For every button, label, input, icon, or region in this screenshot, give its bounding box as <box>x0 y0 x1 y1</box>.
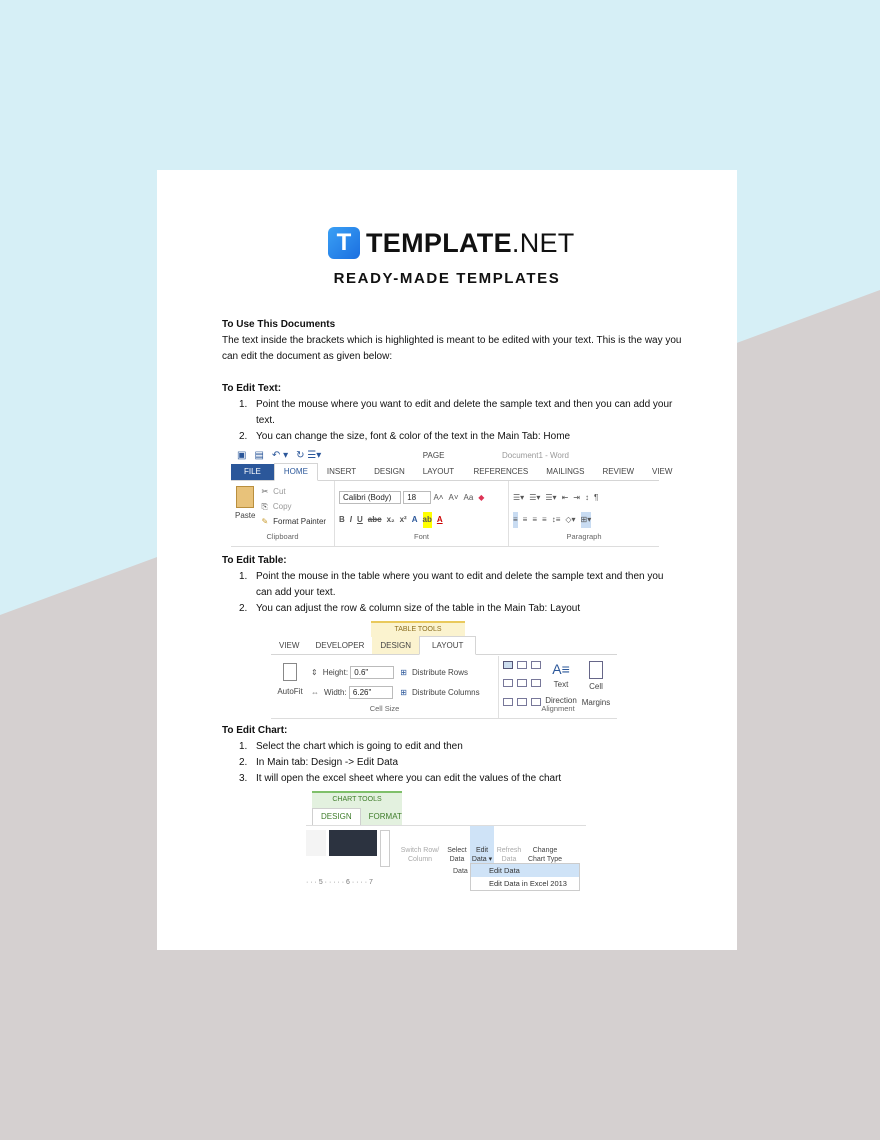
menu-item-edit-data-excel[interactable]: Edit Data in Excel 2013 <box>489 879 567 888</box>
list-item: 2. You can change the size, font & color of the text in the Main Tab: Home <box>239 431 571 442</box>
tagline: READY-MADE TEMPLATES <box>333 270 561 287</box>
tab-developer[interactable]: DEVELOPER <box>315 641 365 650</box>
tab-page-layout[interactable]: PAGE LAYOUT <box>422 451 455 476</box>
tab-design[interactable]: DESIGN <box>374 467 405 476</box>
tab-chart-design[interactable]: DESIGN <box>312 808 361 825</box>
window-title: Document1 - Word <box>502 450 569 460</box>
copy-button[interactable]: ⎘ Copy <box>261 499 326 514</box>
alignment-group <box>499 656 617 718</box>
alignment-label: Alignment <box>541 704 575 713</box>
undo-icon: ↶ ▾ <box>271 449 289 461</box>
edit-table-steps <box>222 569 682 617</box>
brush-icon: ✎ <box>261 517 269 526</box>
ruler: · · · 5 · · · · · 6 · · · · 7 <box>306 879 373 886</box>
tab-chart-format[interactable]: FORMAT <box>368 812 402 821</box>
clipboard-label: Clipboard <box>266 532 299 541</box>
align-center-icon[interactable]: ≡ <box>522 515 528 524</box>
paste-icon <box>236 486 254 508</box>
list-item: 1. Point the mouse where you want to edit and delete the sample text and then you can add your text. <box>239 399 673 426</box>
italic-button[interactable]: I <box>349 515 353 524</box>
shrink-font-icon[interactable]: A˅ <box>448 493 459 502</box>
decrease-indent-icon[interactable]: ⇤ <box>561 493 569 502</box>
paragraph-label: Paragraph <box>566 532 602 541</box>
format-painter-button[interactable]: ✎ Format Painter <box>261 514 326 529</box>
increase-indent-icon[interactable]: ⇥ <box>573 493 580 502</box>
document-body <box>222 317 682 891</box>
width-icon: ⇔ <box>311 688 319 697</box>
paste-button[interactable]: Paste <box>235 511 256 520</box>
font-group <box>335 481 509 546</box>
bold-button[interactable]: B <box>339 515 345 524</box>
list-item: 1. Select the chart which is going to edit and then <box>239 741 463 752</box>
text-direction-button[interactable]: Text Direction <box>545 680 577 705</box>
paragraph-group <box>509 481 659 546</box>
logo-mark: T <box>328 227 360 259</box>
list-item: 2. In Main tab: Design -> Edit Data <box>239 757 399 768</box>
justify-icon[interactable]: ≡ <box>542 515 547 524</box>
subscript-button[interactable]: x₂ <box>386 515 395 524</box>
tab-view[interactable]: VIEW <box>279 641 300 650</box>
tab-references[interactable]: REFERENCES <box>473 467 529 476</box>
logo-brand-suffix: .NET <box>511 227 575 258</box>
change-case-button[interactable]: Aa <box>463 493 474 502</box>
multilevel-icon[interactable]: ☰▾ <box>545 493 557 502</box>
cell-margins-button[interactable]: Cell Margins <box>581 682 611 707</box>
underline-button[interactable]: U <box>357 515 363 524</box>
tab-table-design[interactable]: DESIGN <box>372 637 419 654</box>
tab-table-layout[interactable]: LAYOUT <box>419 636 476 655</box>
font-label: Font <box>413 532 429 541</box>
bullets-icon[interactable]: ☰▾ <box>513 493 525 502</box>
pilcrow-icon[interactable]: ¶ <box>593 493 599 502</box>
cell-size-label: Cell Size <box>369 704 400 713</box>
distribute-rows-button[interactable]: ⊞ Distribute Rows <box>400 663 479 683</box>
height-icon: ⇕ <box>311 668 318 677</box>
refresh-data-button[interactable]: Refresh Data <box>496 847 522 863</box>
word-home-ribbon-screenshot <box>231 447 673 549</box>
distribute-columns-icon: ⊞ <box>400 688 407 697</box>
tab-mailings[interactable]: MAILINGS <box>546 467 585 476</box>
tab-view[interactable]: VIEW <box>652 467 673 476</box>
document-page <box>157 170 737 950</box>
list-item: 3. It will open the excel sheet where you can edit the values of the chart <box>239 773 562 784</box>
width-label: Width: <box>324 688 347 697</box>
edit-chart-steps <box>222 739 682 787</box>
distribute-rows-icon: ⊞ <box>400 668 407 677</box>
chart-styles-gallery[interactable] <box>306 826 396 871</box>
tab-file[interactable]: FILE <box>231 464 274 480</box>
font-name-select[interactable]: Calibri (Body) <box>339 491 401 504</box>
autofit-button[interactable]: AutoFit <box>277 687 303 696</box>
select-data-button[interactable]: Select Data <box>447 847 467 863</box>
copy-icon: ⎘ <box>261 502 268 511</box>
intro-text: The text inside the brackets which is highlighted is meant to be edited with your text. This is the way you can edit the document as given below: <box>222 335 682 362</box>
table-tools-label: TABLE TOOLS <box>371 621 465 637</box>
word-icon: ▣ <box>237 449 247 461</box>
edit-text-heading: To Edit Text: <box>222 383 282 394</box>
data-group-label: Data <box>453 868 468 875</box>
line-spacing-icon[interactable]: ↕≡ <box>551 515 561 524</box>
grow-font-icon[interactable]: A˄ <box>433 493 444 502</box>
chart-tools-ribbon-screenshot <box>306 791 586 891</box>
distribute-columns-button[interactable]: ⊞ Distribute Columns <box>400 683 479 703</box>
tab-home[interactable]: HOME <box>274 463 318 481</box>
cut-button[interactable]: ✂ Cut <box>261 484 326 499</box>
redo-icon: ↻ ☰▾ <box>296 449 322 461</box>
tab-review[interactable]: REVIEW <box>602 467 634 476</box>
switch-row-column-button[interactable]: Switch Row/ Column <box>400 847 440 863</box>
sort-icon[interactable]: ↕ <box>584 493 589 502</box>
width-input[interactable]: 6.26" <box>349 686 393 699</box>
clipboard-group <box>231 481 335 546</box>
logo-brand: TEMPLATE <box>366 227 512 258</box>
font-color-icon[interactable]: A <box>436 515 443 524</box>
chart-tools-label: CHART TOOLS <box>312 791 402 807</box>
tab-insert[interactable]: INSERT <box>326 467 357 476</box>
menu-item-edit-data[interactable]: Edit Data <box>471 864 579 877</box>
height-label: Height: <box>322 668 349 677</box>
borders-icon[interactable]: ⊞▾ <box>581 512 592 528</box>
numbering-icon[interactable]: ☰▾ <box>529 493 541 502</box>
text-direction-icon: A≡ <box>552 661 570 677</box>
edit-chart-heading: To Edit Chart: <box>222 725 288 736</box>
change-chart-type-button[interactable]: Change Chart Type <box>527 847 563 863</box>
scissors-icon: ✂ <box>261 487 269 496</box>
font-size-select[interactable]: 18 <box>403 491 431 504</box>
list-item: 2. You can adjust the row & column size of the table in the Main Tab: Layout <box>239 603 581 614</box>
edit-table-heading: To Edit Table: <box>222 555 287 566</box>
template-net-logo <box>328 227 575 259</box>
cell-margins-icon <box>589 661 603 679</box>
align-right-icon[interactable]: ≡ <box>532 515 538 524</box>
strikethrough-button[interactable]: abc <box>367 515 382 524</box>
align-left-icon[interactable]: ≡ <box>513 512 518 528</box>
highlight-icon[interactable]: ab <box>423 512 432 528</box>
text-effects-icon[interactable]: A <box>411 515 418 524</box>
height-input[interactable]: 0.6" <box>350 666 394 679</box>
shading-icon[interactable]: ◇▾ <box>565 515 576 524</box>
edit-text-steps <box>222 397 682 445</box>
clear-format-icon[interactable]: ◆ <box>478 493 485 502</box>
table-tools-ribbon-screenshot <box>271 621 617 719</box>
list-item: 1. Point the mouse in the table where you want to edit and delete the sample text and then you can add your text. <box>239 571 664 598</box>
edit-data-button[interactable]: Edit Data ▾ <box>470 826 494 871</box>
edit-data-menu <box>470 863 580 891</box>
superscript-button[interactable]: x² <box>399 515 407 524</box>
intro-heading: To Use This Documents <box>222 319 336 330</box>
autofit-icon <box>283 663 297 681</box>
cell-size-group <box>271 656 499 718</box>
save-icon: ▤ <box>254 449 264 461</box>
